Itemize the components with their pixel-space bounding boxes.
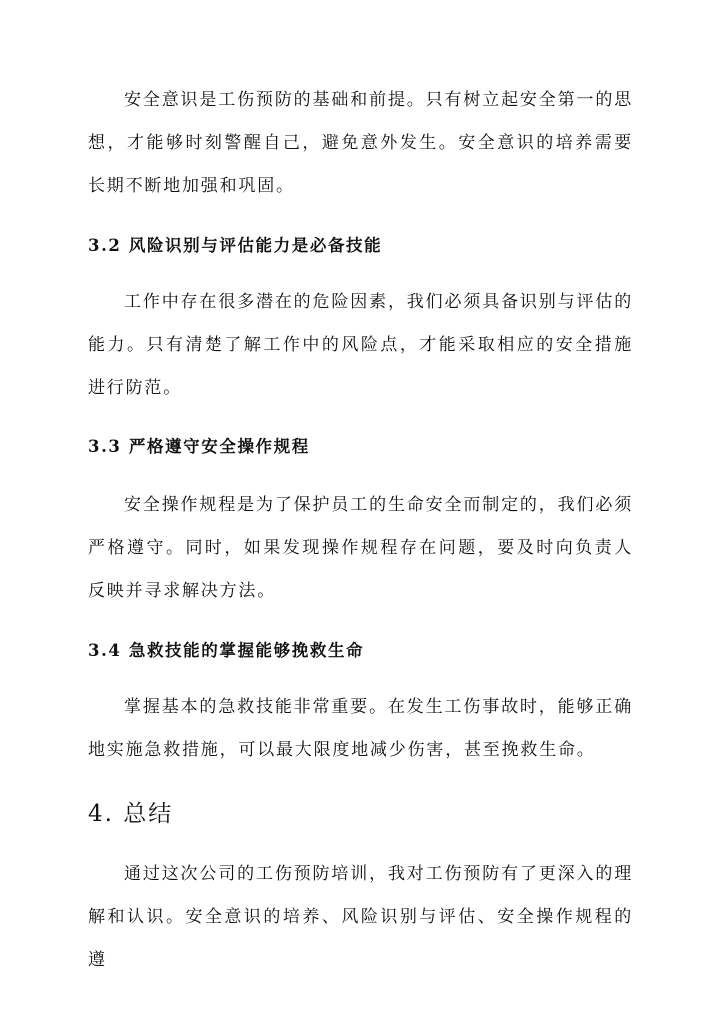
paragraph-risk-identification: 工作中存在很多潜在的危险因素，我们必须具备识别与评估的能力。只有清楚了解工作中的风险点，才能采取相应的安全措施进行防范。	[88, 292, 633, 398]
section-heading-3-3: 3.3 严格遵守安全操作规程	[88, 437, 310, 456]
section-heading-3-2: 3.2 风险识别与评估能力是必备技能	[88, 236, 383, 255]
paragraph-first-aid: 掌握基本的急救技能非常重要。在发生工伤事故时，能够正确地实施急救措施，可以最大限度地减少伤害，甚至挽救生命。	[88, 697, 633, 760]
paragraph-summary: 通过这次公司的工伤预防培训，我对工伤预防有了更深入的理解和认识。安全意识的培养、风险识别与评估、安全操作规程的遵	[88, 864, 633, 970]
section-heading-4-summary: 4. 总结	[88, 801, 174, 827]
paragraph-safety-awareness: 安全意识是工伤预防的基础和前提。只有树立起安全第一的思想，才能够时刻警醒自己，避免意外发生。安全意识的培养需要长期不断地加强和巩固。	[88, 90, 633, 196]
section-heading-3-4: 3.4 急救技能的掌握能够挽救生命	[88, 641, 365, 660]
paragraph-operation-rules: 安全操作规程是为了保护员工的生命安全而制定的，我们必须严格遵守。同时，如果发现操作规程存在问题，要及时向负责人反映并寻求解决方法。	[88, 495, 633, 601]
